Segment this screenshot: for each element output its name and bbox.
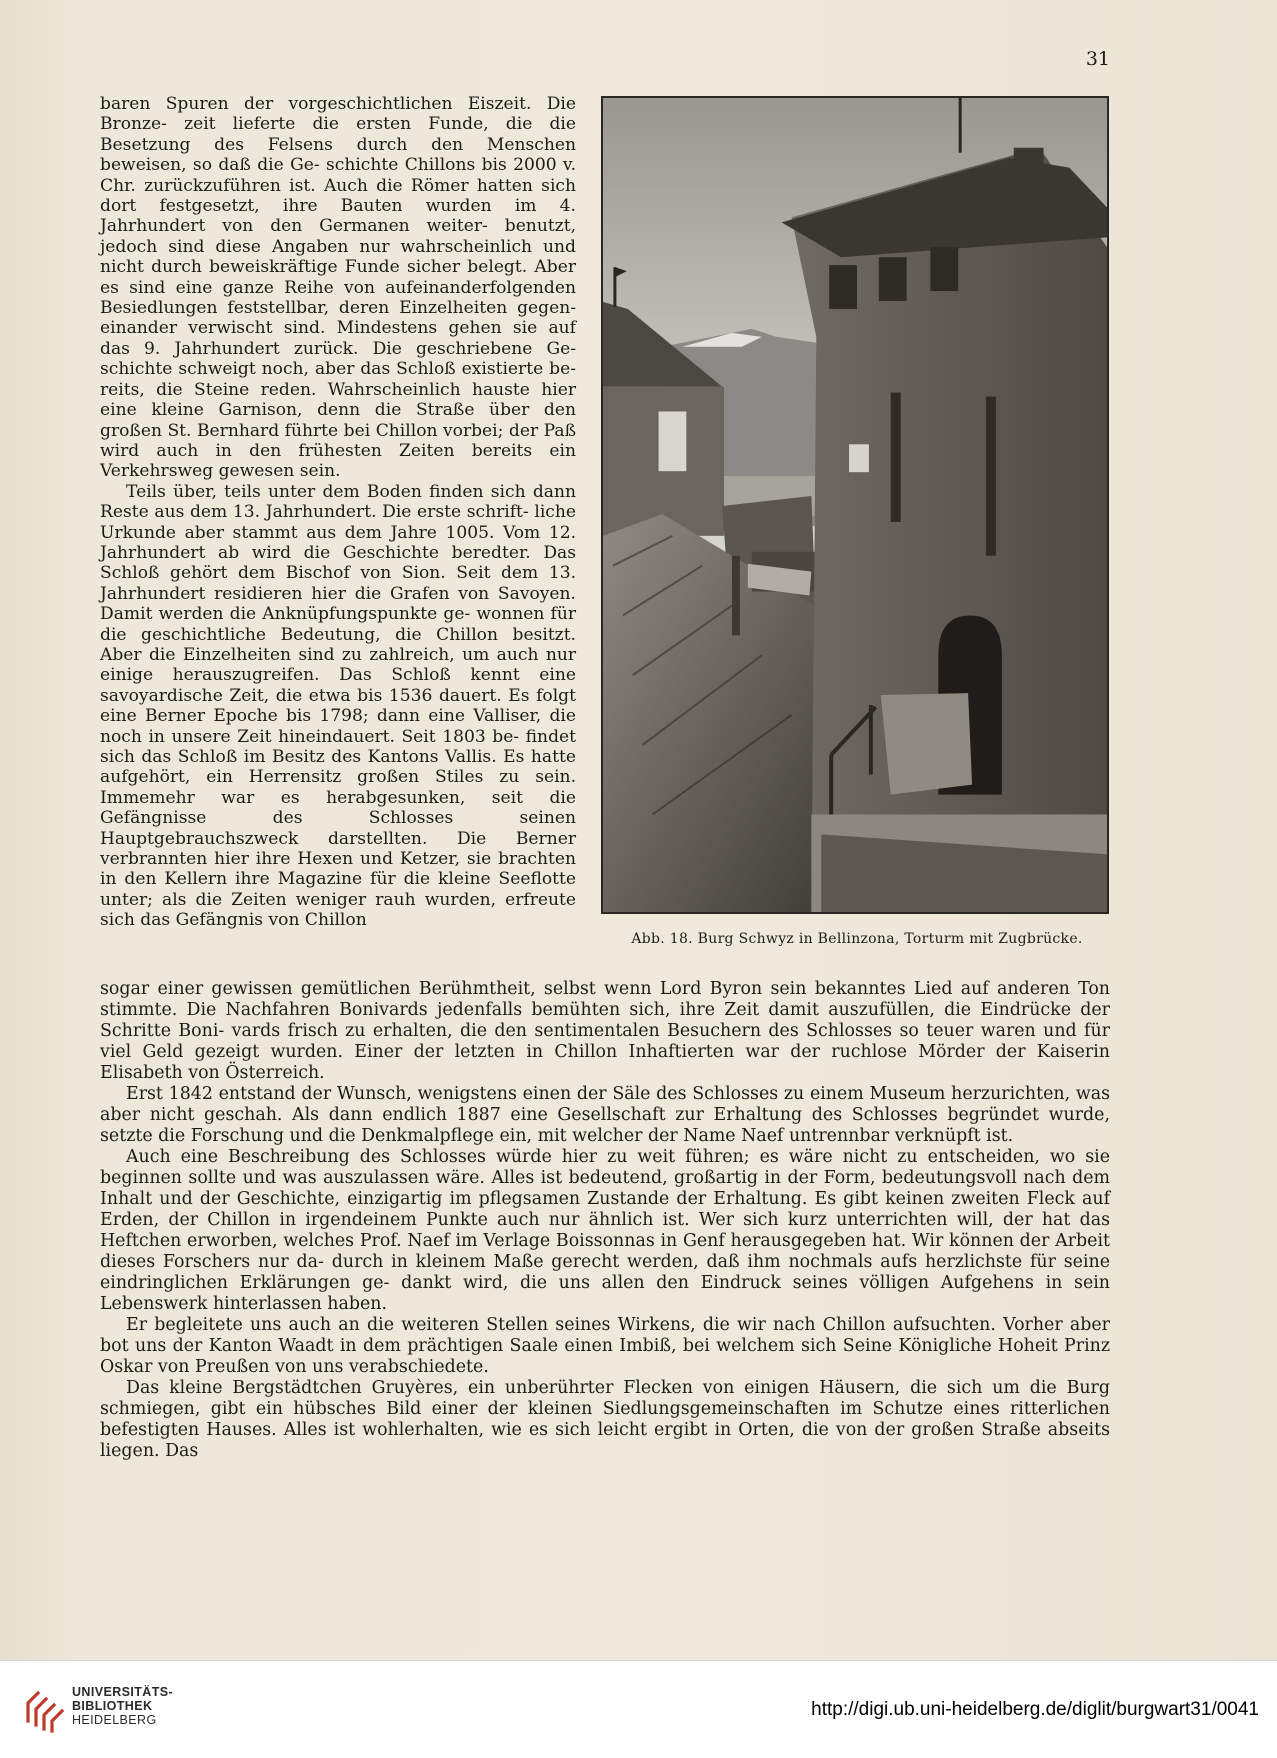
paragraph-waadt: Er begleitete uns auch an die weiteren Stellen seines Wirkens, die wir nach Chillon aufsuchten. Vorher aber bot uns der Kanton Waadt in dem prächtigen Saale einen Imbiß, bei welchem sich Seine Königliche Hoheit Prinz Oskar von Preußen von uns verabschiedete.: [100, 1315, 1110, 1377]
paragraph-museum: Erst 1842 entstand der Wunsch, wenigstens einen der Säle des Schlosses zu einem Museum herzurichten, was aber nicht geschah. Als dann endlich 1887 eine Gesellschaft zur Erhaltung des Schlosses begründet wurde, setzte die Forschung und die Denkmalpflege ein, mit welcher der Name Naef untrennbar verknüpft ist.: [100, 1084, 1110, 1146]
paragraph-history: Teils über, teils unter dem Boden finden sich dann Reste aus dem 13. Jahrhundert. Die erste schrift- liche Urkunde aber stammt aus dem Jahre 1005. Vom 12. Jahrhundert ab wird die Geschichte beredter. Das Schloß gehört dem Bischof von Sion. Seit dem 13. Jahrhundert residieren hier die Grafen von Savoyen. Damit werden die Anknüpfungspunkte ge- wonnen für die geschichtliche Bedeutung, die Chillon besitzt. Aber die Einzelheiten sind zu zahlreich, um auch nur einige herauszugreifen. Das Schloß kennt eine savoyardische Zeit, die etwa bis 1536 dauert. Es folgt eine Berner Epoche bis 1798; dann eine Valliser, die noch in unsere Zeit hineindauert. Seit 1803 be- findet sich das Schloß im Besitz des Kantons Vallis. Es hatte aufgehört, ein Herrensitz großen Stiles zu sein. Immemehr war es herabgesunken, seit die Gefängnisse des Schlosses seinen Hauptgebrauchszweck darstellten. Die Berner verbrannten hier ihre Hexen und Ketzer, sie brachten in den Kellern ihre Magazine für die kleine Seeflotte unter; als die Zeiten weniger rauh wurden, erfreute sich das Gefängnis von Chillon: [100, 481, 577, 931]
paragraph-byron: sogar einer gewissen gemütlichen Berühmtheit, selbst wenn Lord Byron sein bekanntes Lied auf anderen Ton stimmte. Die Nachfahren Bonivards jedenfalls bemühten sich, ihre Zeit damit auszufüllen, die Eindrücke der Schritte Boni- vards frisch zu erhalten, die den sentimentalen Besuchern des Schlosses so teuer waren und für viel Geld gezeigt wurden. Einer der letzten in Chillon Inhaftierten war der ruchlose Mörder der Kaiserin Elisabeth von Österreich.: [100, 979, 1110, 1083]
paragraph-gruyeres: Das kleine Bergstädtchen Gruyères, ein unberührter Flecken von einigen Häusern, die sich um die Burg schmiegen, gibt ein hübsches Bild einer der kleinen Siedlungsgemeinschaften im Schutze eines ritterlichen befestigten Hauses. Alles ist wohlerhalten, wie es sich leicht ergibt in Orten, die von der großen Straße abseits liegen. Das: [100, 1378, 1110, 1461]
paragraph-description: Auch eine Beschreibung des Schlosses würde hier zu weit führen; es wäre nicht zu entscheiden, wo sie beginnen sollte und was auszulassen wäre. Alles ist bedeutend, großartig in der Form, bedeutungsvoll nach dem Inhalt und der Geschichte, einzigartig im pflegsamen Zustande der Erhaltung. Es gibt keinen zweiten Fleck auf Erden, der Chillon in irgendeinem Punkte auch nur ähnlich ist. Wer sich kurz unterrichten will, der hat das Heftchen erworben, welches Prof. Naef im Verlage Boissonnas in Genf herausgegeben hat. Wir können der Arbeit dieses Forschers nur da- durch in kleinem Maße gerecht werden, daß ihm nochmals aufs herzlichste für seine eindringlichen Erklärungen ge- dankt wird, die uns allen den Eindruck seines völligen Aufgehens in sein Lebenswerk hinterlassen haben.: [100, 1147, 1111, 1314]
column-text: [100, 94, 576, 931]
library-name: UNIVERSITÄTS- BIBLIOTHEK HEIDELBERG: [72, 1685, 174, 1727]
castle-tower-illustration: [603, 98, 1107, 912]
castle-photograph: [601, 96, 1109, 914]
full-width-text: [100, 979, 1110, 1462]
digitization-footer: [0, 1660, 1277, 1758]
university-library-logo-icon: [22, 1681, 68, 1733]
figure-caption: Abb. 18. Burg Schwyz in Bellinzona, Torturm mit Zugbrücke.: [631, 931, 1083, 947]
source-url-link[interactable]: http://digi.ub.uni-heidelberg.de/diglit/burgwart31/0041: [811, 1699, 1259, 1720]
paragraph-prehistory: baren Spuren der vorgeschichtlichen Eiszeit. Die Bronze- zeit lieferte die ersten Funde, die die Besetzung des Felsens durch den Menschen beweisen, so daß die Ge- schichte Chillons bis 2000 v. Chr. zurückzuführen ist. Auch die Römer hatten sich dort festgesetzt, ihre Bauten wurden im 4. Jahrhundert von den Germanen weiter- benutzt, jedoch sind diese Angaben nur wahrscheinlich und nicht durch beweiskräftige Funde sicher belegt. Aber es sind eine ganze Reihe von aufeinanderfolgenden Besiedlungen feststellbar, deren Einzelheiten gegen- einander verwischt sind. Mindestens gehen sie auf das 9. Jahrhundert zurück. Die geschriebene Ge- schichte schweigt noch, aber das Schloß existierte be- reits, die Steine reden. Wahrscheinlich hauste hier eine kleine Garnison, denn die Straße über den großen St. Bernhard führte bei Chillon vorbei; der Paß wird auch in den frühesten Zeiten bereits ein Verkehrsweg gewesen sein.: [100, 94, 577, 482]
page-number: 31: [1085, 48, 1110, 70]
